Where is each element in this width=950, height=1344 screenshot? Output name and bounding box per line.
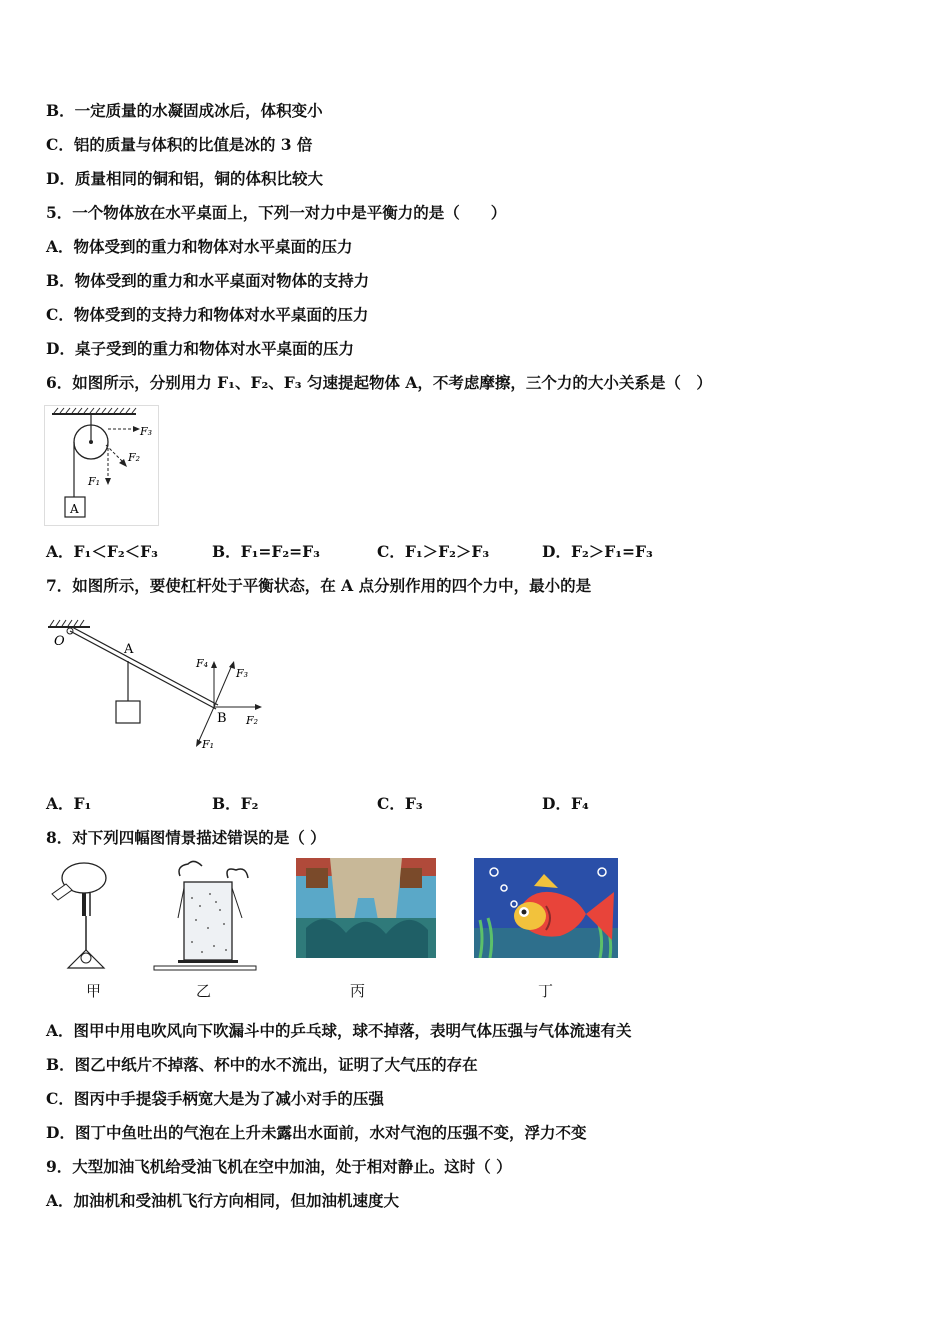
q9-option-a: A．加油机和受油机飞行方向相同，但加油机速度大: [46, 1191, 400, 1210]
q7-option-b: B．F₂: [212, 794, 259, 813]
bag-figure: [296, 858, 436, 958]
question-9: 9．大型加油飞机给受油飞机在空中加油，处于相对静止。这时（ ）: [46, 1157, 512, 1176]
caption-bing: 丙: [350, 982, 366, 1000]
fish-figure: [474, 858, 618, 958]
question-6: 6．如图所示，分别用力 F₁、F₂、F₃ 匀速提起物体 A，不考虑摩擦，三个力的大小关系是（ ）: [46, 373, 712, 392]
q6-option-b: B．F₁=F₂=F₃: [212, 542, 320, 561]
lever-f3-label: F₃: [236, 667, 249, 680]
q5-option-a: A．物体受到的重力和物体对水平桌面的压力: [46, 237, 353, 256]
pulley-figure: [44, 405, 160, 527]
lever-f4-label: F₄: [196, 657, 209, 670]
q8-option-b: B．图乙中纸片不掉落、杯中的水不流出，证明了大气压的存在: [46, 1055, 478, 1074]
q8-option-c: C．图丙中手提袋手柄宽大是为了减小对手的压强: [46, 1089, 384, 1108]
q5-option-d: D．桌子受到的重力和物体对水平桌面的压力: [46, 339, 354, 358]
q7-option-a: A．F₁: [46, 794, 92, 813]
point-b-label: B: [217, 711, 227, 726]
q8-option-a: A．图甲中用电吹风向下吹漏斗中的乒乓球，球不掉落，表明气体压强与气体流速有关: [46, 1021, 632, 1040]
q7-option-c: C．F₃: [377, 794, 423, 813]
q6-option-d: D．F₂＞F₁=F₃: [542, 542, 653, 561]
lever-figure: [44, 615, 274, 755]
caption-jia: 甲: [86, 982, 102, 1000]
q4-option-c: C．铝的质量与体积的比值是冰的 3 倍: [46, 135, 313, 154]
lever-f1-label: F₁: [202, 738, 215, 751]
f3-label: F₃: [140, 425, 153, 438]
question-5: 5．一个物体放在水平桌面上，下列一对力中是平衡力的是（ ）: [46, 203, 507, 222]
question-7: 7．如图所示，要使杠杆处于平衡状态，在 A 点分别作用的四个力中，最小的是: [46, 576, 592, 595]
pivot-o-label: O: [54, 634, 65, 649]
q7-option-d: D．F₄: [542, 794, 589, 813]
f1-label: F₁: [88, 475, 101, 488]
q8-option-d: D．图丁中鱼吐出的气泡在上升未露出水面前，水对气泡的压强不变，浮力不变: [46, 1123, 587, 1142]
f2-label: F₂: [128, 451, 141, 464]
hair-dryer-figure: [44, 858, 120, 976]
q4-option-b: B．一定质量的水凝固成冰后，体积变小: [46, 101, 323, 120]
q6-option-c: C．F₁＞F₂＞F₃: [377, 542, 490, 561]
q6-option-a: A．F₁＜F₂＜F₃: [46, 542, 158, 561]
lever-f2-label: F₂: [246, 714, 259, 727]
block-label: A: [70, 502, 79, 516]
question-8: 8．对下列四幅图情景描述错误的是（ ）: [46, 828, 326, 847]
caption-ding: 丁: [538, 982, 554, 1000]
cup-figure: [150, 858, 260, 976]
q5-option-b: B．物体受到的重力和水平桌面对物体的支持力: [46, 271, 370, 290]
q4-option-d: D．质量相同的铜和铝，铜的体积比较大: [46, 169, 323, 188]
q5-option-c: C．物体受到的支持力和物体对水平桌面的压力: [46, 305, 369, 324]
caption-yi: 乙: [196, 982, 212, 1000]
point-a-label: A: [124, 642, 134, 657]
